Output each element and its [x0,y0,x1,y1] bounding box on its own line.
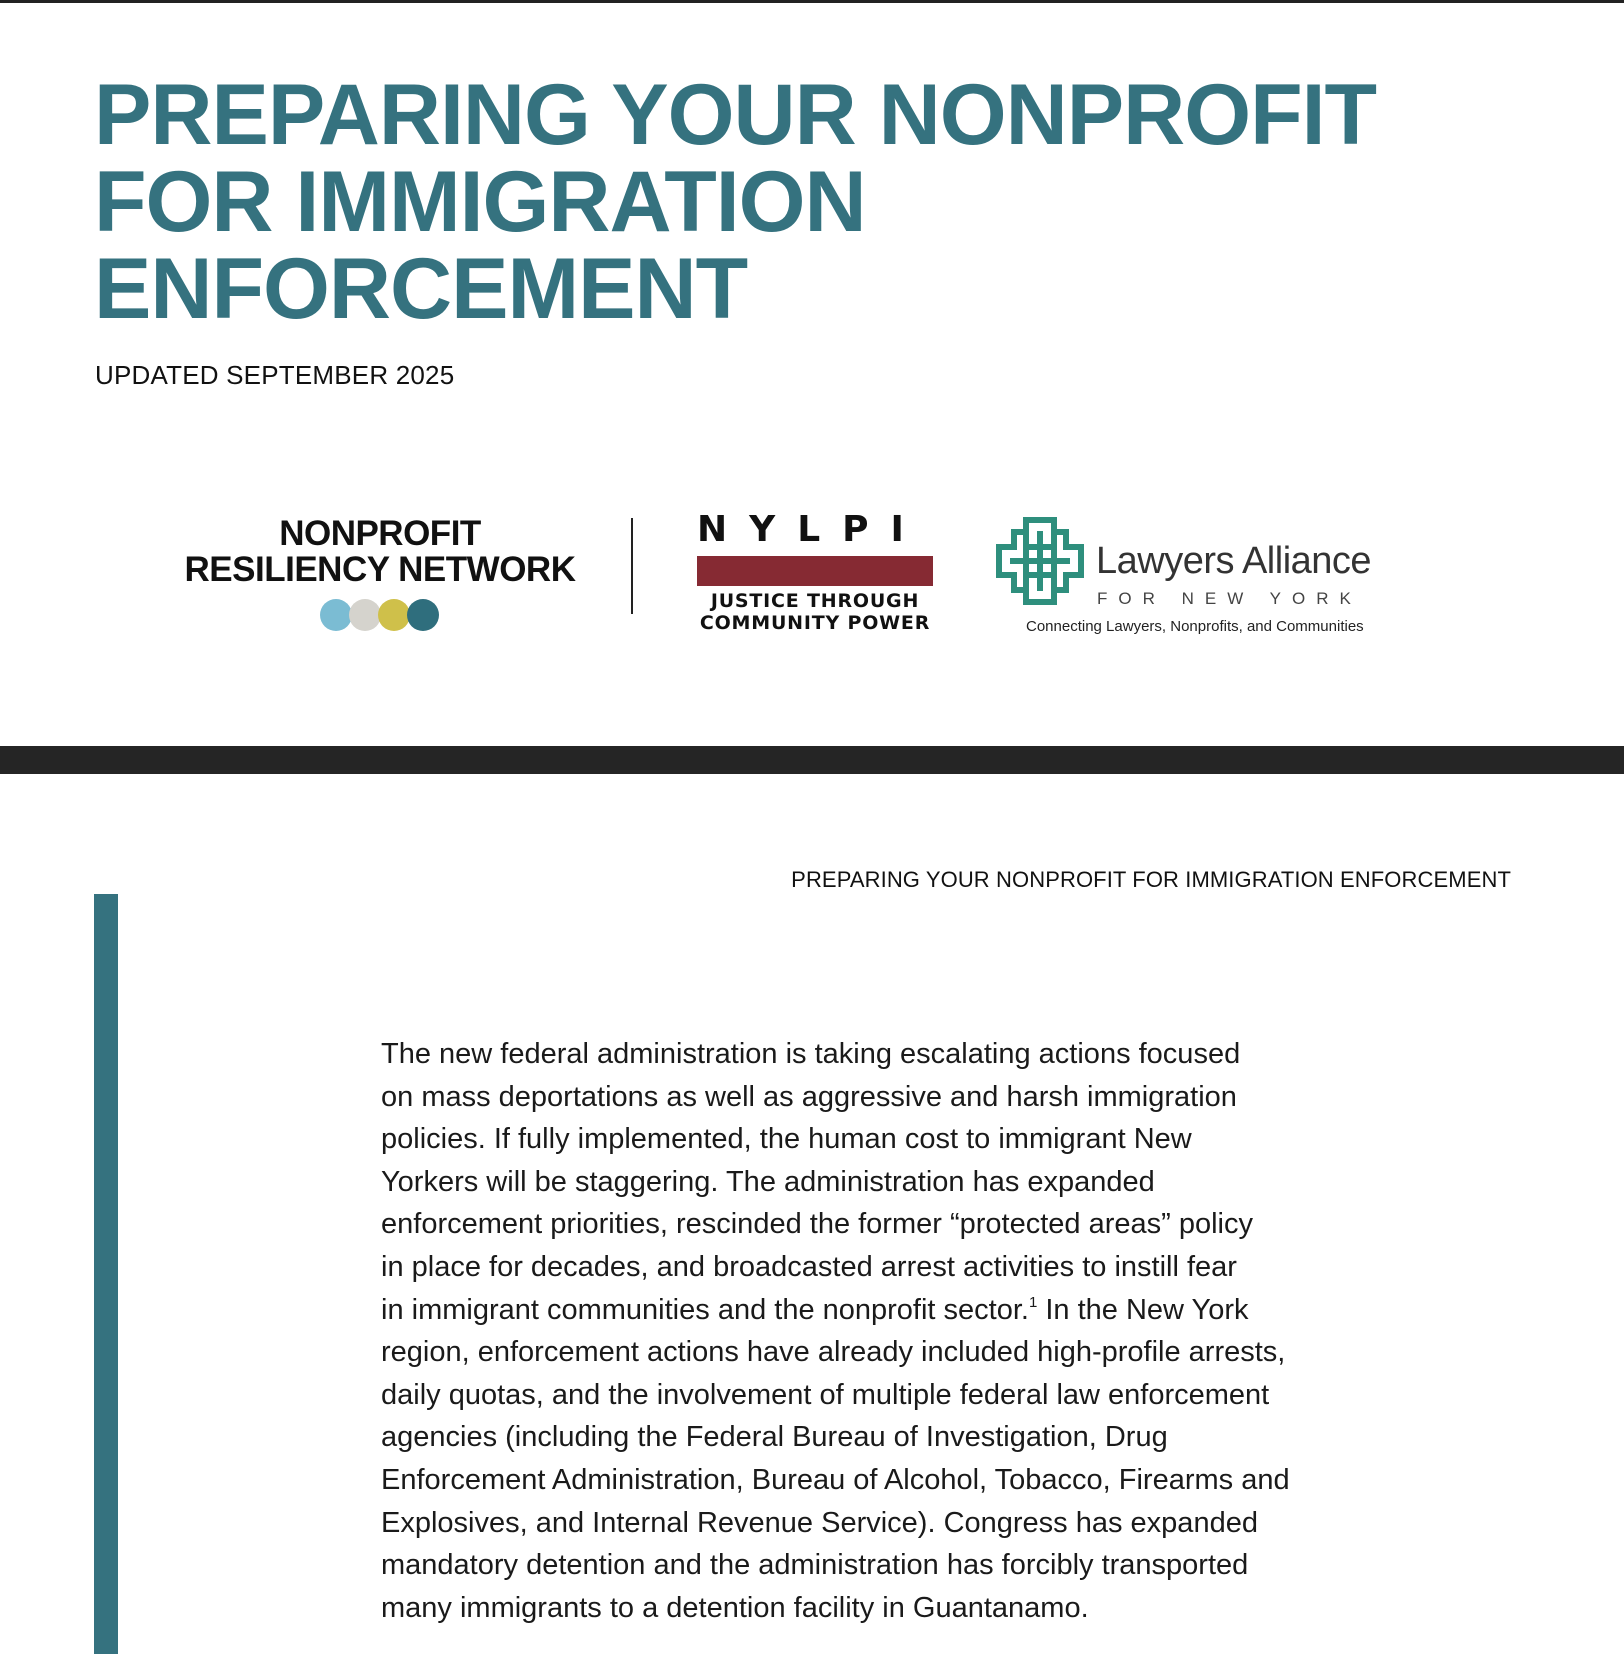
nylpi-tagline [697,590,933,634]
accent-side-bar [94,894,118,1654]
nrn-logo-dots [160,599,600,631]
nrn-logo-line2: RESILIENCY NETWORK [184,550,576,589]
document-title [94,67,1574,337]
nrn-dot-gray [349,599,381,631]
title-line-2: FOR IMMIGRATION [94,154,866,250]
nrn-logo-line1: NONPROFIT [279,514,481,553]
title-line-3: ENFORCEMENT [94,241,748,337]
paragraph-text: in immigrant communities and the nonprofit sector. [381,1293,1029,1326]
lawyers-alliance-mark-icon [996,517,1084,605]
title-line-1: PREPARING YOUR NONPROFIT [94,67,1377,163]
paragraph-line: policies. If fully implemented, the human cost to immigrant New [381,1123,1192,1156]
lawyers-alliance-subtitle: FOR NEW YORK [1097,589,1362,608]
paragraph-line: Explosives, and Internal Revenue Service). Congress has expanded [381,1506,1258,1539]
nylpi-tagline-line1: JUSTICE THROUGH [710,590,920,612]
intro-paragraph [381,1033,1381,1629]
nylpi-wordmark: NYLPI [697,509,926,550]
page-divider-band [0,746,1624,774]
nrn-dot-yellow [378,599,410,631]
paragraph-line: enforcement priorities, rescinded the former “protected areas” policy [381,1208,1253,1241]
running-header: PREPARING YOUR NONPROFIT FOR IMMIGRATION ENFORCEMENT [791,867,1511,892]
paragraph-line-with-footnote [381,1289,1381,1332]
paragraph-line: Enforcement Administration, Bureau of Alcohol, Tobacco, Firearms and [381,1463,1290,1496]
nrn-logo [160,516,600,588]
nylpi-tagline-line2: COMMUNITY POWER [699,612,931,634]
intro-page [0,774,1624,1626]
logo-divider [631,518,633,614]
lawyers-alliance-name: Lawyers Alliance [1096,540,1372,582]
paragraph-line: many immigrants to a detention facility in Guantanamo. [381,1591,1089,1624]
nrn-dot-teal [407,599,439,631]
lawyers-alliance-tagline: Connecting Lawyers, Nonprofits, and Communities [1026,618,1364,635]
paragraph-line: in place for decades, and broadcasted arrest activities to instill fear [381,1250,1237,1283]
cover-page [0,0,1624,746]
paragraph-line: mandatory detention and the administration has forcibly transported [381,1549,1249,1582]
paragraph-line: Yorkers will be staggering. The administration has expanded [381,1165,1155,1198]
paragraph-line: The new federal administration is taking escalating actions focused [381,1038,1241,1070]
paragraph-line: agencies (including the Federal Bureau of Investigation, Drug [381,1421,1168,1454]
nylpi-bar [697,556,933,586]
paragraph-text: In the New York [1037,1293,1249,1326]
paragraph-line: region, enforcement actions have already included high-profile arrests, [381,1336,1286,1369]
paragraph-line: on mass deportations as well as aggressive and harsh immigration [381,1080,1237,1113]
footnote-ref-1[interactable]: 1 [1028,1293,1038,1311]
nrn-dot-blue [320,599,352,631]
updated-date: UPDATED SEPTEMBER 2025 [95,360,455,390]
paragraph-line: daily quotas, and the involvement of multiple federal law enforcement [381,1378,1270,1411]
